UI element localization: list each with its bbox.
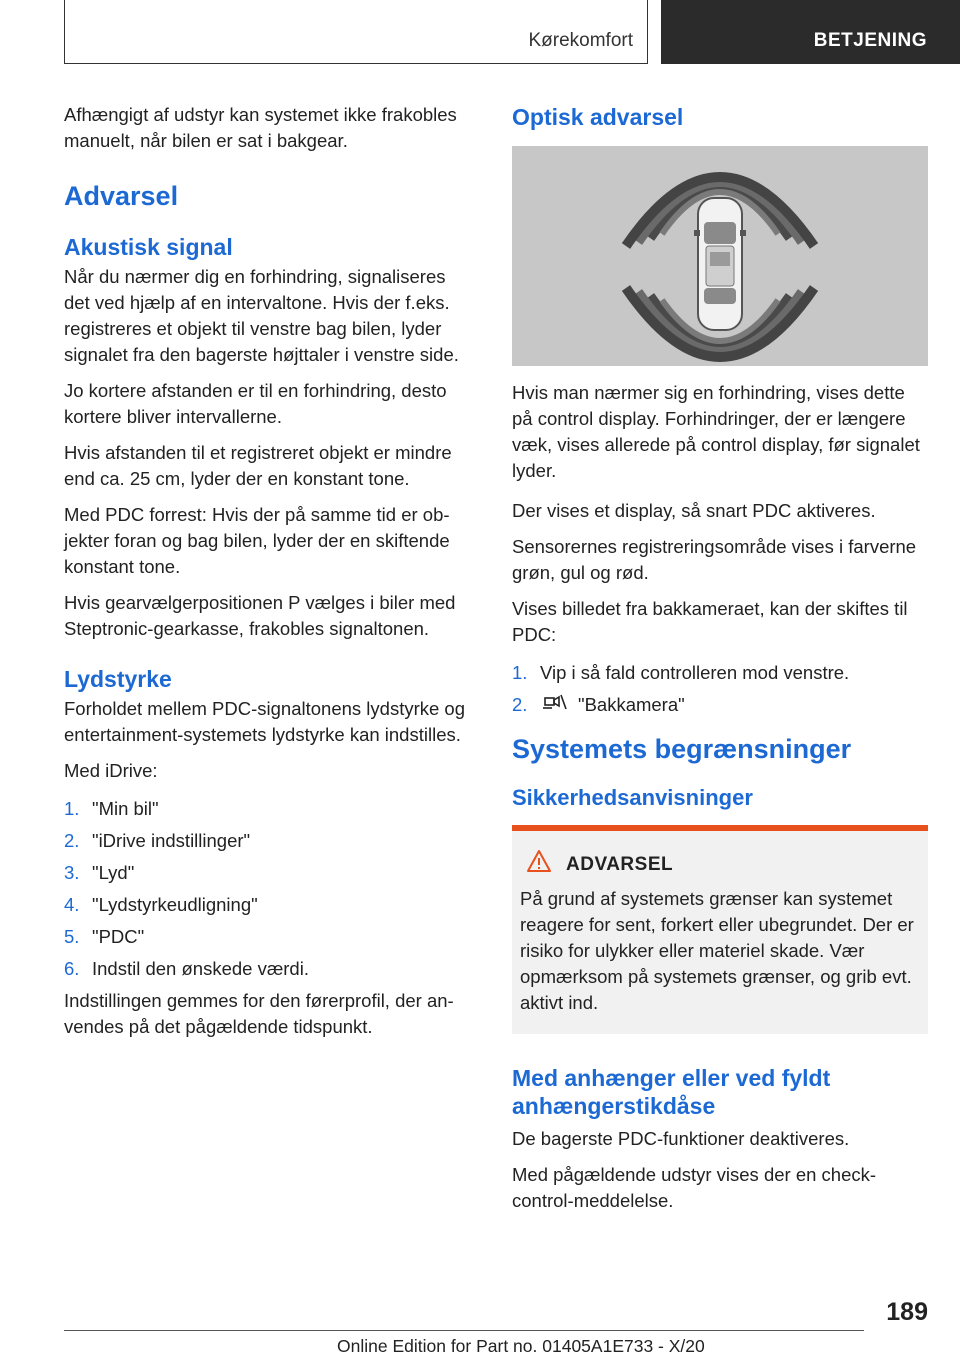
optisk-advarsel-heading: Optisk advarsel xyxy=(512,104,684,130)
warning-header xyxy=(526,849,920,880)
list-item: 2. "Bakkamera" xyxy=(512,692,928,719)
list-item: 5. "PDC" xyxy=(64,926,145,947)
lydstyrke-heading: Lydstyrke xyxy=(64,666,172,692)
akustisk-signal-heading: Akustisk signal xyxy=(64,234,233,260)
list-item: 4. "Lydstyrkeudligning" xyxy=(64,894,258,915)
optisk-paragraph-3: Sensorernes registreringsområde vises i farverne grøn, gul og rød. xyxy=(512,536,917,583)
optisk-paragraph-2: Der vises et display, så snart PDC aktiveres. xyxy=(512,500,876,521)
lydstyrke-paragraph-2: Med iDrive: xyxy=(64,760,158,781)
warning-box xyxy=(512,825,928,1034)
idrive-steps-list xyxy=(64,796,470,982)
footer-divider xyxy=(64,1330,864,1331)
anhaenger-paragraph-2: Med pågældende udstyr vises der en check-control-meddelelse. xyxy=(512,1164,877,1211)
akustisk-paragraph-2: Jo kortere afstanden er til en forhindring, desto kortere bliver intervallerne. xyxy=(64,380,447,427)
sikkerhedsanvisninger-heading: Sikkerhedsanvisninger xyxy=(512,785,753,810)
optisk-paragraph-4: Vises billedet fra bakkameraet, kan der skiftes til PDC: xyxy=(512,598,908,645)
lydstyrke-paragraph-1: Forholdet mellem PDC-signaltonens lydstyrke og entertainment-systemets lydstyrke kan indstilles. xyxy=(64,698,466,745)
optisk-paragraph-1: Hvis man nærmer sig en forhindring, vises dette på control display. Forhindringer, der er længere væk, vises allerede på control display, før signalet lyder. xyxy=(512,382,920,481)
pdc-car-diagram xyxy=(512,146,928,366)
header-chapter-title: BETJENING xyxy=(813,30,927,51)
rear-camera-icon xyxy=(542,692,568,719)
warning-title: ADVARSEL xyxy=(566,853,674,875)
begraensninger-heading: Systemets begrænsninger xyxy=(512,734,852,764)
header-section-title: Kørekomfort xyxy=(528,30,633,51)
footer-edition-text: Online Edition for Part no. 01405A1E733 - X/20 xyxy=(337,1336,705,1356)
right-column xyxy=(512,102,928,1224)
akustisk-paragraph-3: Hvis afstanden til et registreret objekt er mindre end ca. 25 cm, lyder der en konstant tone. xyxy=(64,442,452,489)
akustisk-paragraph-5: Hvis gearvælgerpositionen P vælges i biler med Steptronic-gearkasse, frakobles signaltonen. xyxy=(64,592,456,639)
camera-steps-list xyxy=(512,660,928,719)
header-chapter-tab xyxy=(661,0,960,64)
advarsel-heading: Advarsel xyxy=(64,181,179,211)
list-item: 6. Indstil den ønskede værdi. xyxy=(64,958,309,979)
anhaenger-heading: Med anhænger eller ved fyldt anhængerstikdåse xyxy=(512,1065,831,1119)
left-column xyxy=(64,102,470,1050)
pdc-display-illustration xyxy=(512,146,928,366)
list-item: 1. "Min bil" xyxy=(64,798,159,819)
list-item: 1. Vip i så fald controlleren mod venstre. xyxy=(512,662,850,683)
page-number: 189 xyxy=(886,1298,928,1326)
warning-text: På grund af systemets grænser kan systemet reagere for sent, forkert eller ubegrundet. Der er risiko for ulykker eller materiel skade. Vær opmærksom på systemets grænser, og grib evt. aktivt ind. xyxy=(520,888,914,1013)
warning-triangle-icon xyxy=(526,849,552,880)
intro-paragraph: Afhængigt af udstyr kan systemet ikke frakobles manuelt, når bilen er sat i bakgear. xyxy=(64,104,457,151)
list-item: 3. "Lyd" xyxy=(64,862,135,883)
anhaenger-paragraph-1: De bagerste PDC-funktioner deaktiveres. xyxy=(512,1128,850,1149)
lydstyrke-paragraph-3: Indstillingen gemmes for den førerprofil, der anvendes på det pågældende tidspunkt. xyxy=(64,990,454,1037)
akustisk-paragraph-4: Med PDC forrest: Hvis der på samme tid er objekter foran og bag bilen, lyder der en skiftende konstant tone. xyxy=(64,504,450,577)
akustisk-paragraph-1: Når du nærmer dig en forhindring, signaliseres det ved hjælp af en intervaltone. Hvis der f.eks. registreres et objekt til venstre bag bilen, lyder signalet fra den bagerste højttaler i venstre side. xyxy=(64,266,459,365)
header-section-box xyxy=(64,0,648,64)
list-item: 2. "iDrive indstillinger" xyxy=(64,830,251,851)
